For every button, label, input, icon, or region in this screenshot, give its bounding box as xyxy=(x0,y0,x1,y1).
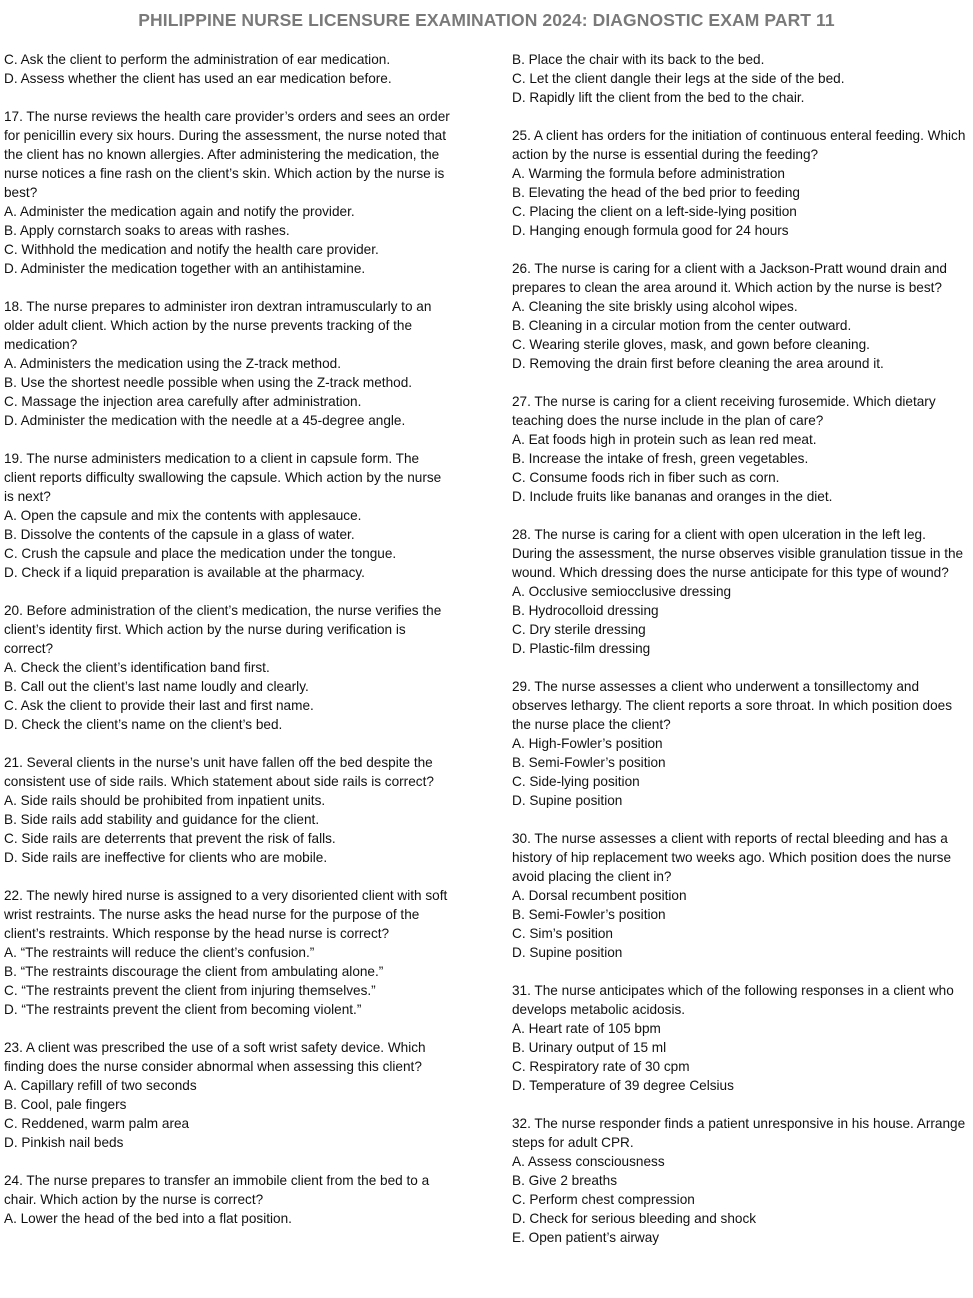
question-21 xyxy=(4,753,454,867)
option: E. Open patient’s airway xyxy=(512,1230,660,1245)
option: D. Hanging enough formula good for 24 hours xyxy=(512,223,789,238)
option: D. Plastic-film dressing xyxy=(512,641,651,656)
option: D. Rapidly lift the client from the bed to the chair. xyxy=(512,90,805,105)
option: B. Cool, pale fingers xyxy=(4,1097,127,1112)
option: A. Administers the medication using the Z-track method. xyxy=(4,356,341,371)
continued-options xyxy=(512,50,967,107)
option: D. Administer the medication with the needle at a 45-degree angle. xyxy=(4,413,406,428)
option: C. Side-lying position xyxy=(512,774,640,789)
question-stem: 29. The nurse assesses a client who underwent a tonsillectomy and observes lethargy. The client reports a sore throat. In which position does the nurse place the client? xyxy=(512,679,953,732)
option: B. Elevating the head of the bed prior to feeding xyxy=(512,185,800,200)
option: A. Cleaning the site briskly using alcohol wipes. xyxy=(512,299,798,314)
question-18 xyxy=(4,297,454,430)
option: B. Side rails add stability and guidance for the client. xyxy=(4,812,320,827)
question-stem: 20. Before administration of the client’s medication, the nurse verifies the client’s identity first. Which action by the nurse during verification is correct? xyxy=(4,603,442,656)
option: C. Ask the client to perform the administration of ear medication. xyxy=(4,52,391,67)
option: D. Supine position xyxy=(512,945,623,960)
option: C. Consume foods rich in fiber such as corn. xyxy=(512,470,780,485)
option: B. Urinary output of 15 ml xyxy=(512,1040,667,1055)
question-stem: 26. The nurse is caring for a client with a Jackson-Pratt wound drain and prepares to clean the area around it. Which action by the nurse is best? xyxy=(512,261,947,295)
option: C. Respiratory rate of 30 cpm xyxy=(512,1059,690,1074)
option: B. Dissolve the contents of the capsule in a glass of water. xyxy=(4,527,355,542)
option: A. Lower the head of the bed into a flat position. xyxy=(4,1211,292,1226)
option: B. Use the shortest needle possible when using the Z-track method. xyxy=(4,375,413,390)
left-column xyxy=(4,50,454,1247)
question-32 xyxy=(512,1114,967,1247)
option: B. Call out the client’s last name loudly and clearly. xyxy=(4,679,309,694)
question-stem: 22. The newly hired nurse is assigned to a very disoriented client with soft wrist restraints. The nurse asks the head nurse for the purpose of the client’s restraints. Which response by the head nurse is correct? xyxy=(4,888,448,941)
option: B. Semi-Fowler’s position xyxy=(512,755,666,770)
question-stem: 28. The nurse is caring for a client with open ulceration in the left leg. During the assessment, the nurse observes visible granulation tissue in the wound. Which dressing does the nurse anticipate for this type of wound? xyxy=(512,527,964,580)
option: D. Check for serious bleeding and shock xyxy=(512,1211,757,1226)
question-28 xyxy=(512,525,967,658)
question-23 xyxy=(4,1038,454,1152)
option: A. Occlusive semiocclusive dressing xyxy=(512,584,732,599)
option: B. Cleaning in a circular motion from the center outward. xyxy=(512,318,852,333)
option: A. Capillary refill of two seconds xyxy=(4,1078,197,1093)
option: D. Temperature of 39 degree Celsius xyxy=(512,1078,734,1093)
question-26 xyxy=(512,259,967,373)
option: C. Withhold the medication and notify the health care provider. xyxy=(4,242,379,257)
question-27 xyxy=(512,392,967,506)
continued-options xyxy=(4,50,454,88)
question-stem: 18. The nurse prepares to administer iron dextran intramuscularly to an older adult client. Which action by the nurse prevents tracking of the medication? xyxy=(4,299,432,352)
option: C. Sim’s position xyxy=(512,926,613,941)
question-stem: 31. The nurse anticipates which of the following responses in a client who develops metabolic acidosis. xyxy=(512,983,954,1017)
option: A. Assess consciousness xyxy=(512,1154,665,1169)
option: A. “The restraints will reduce the client’s confusion.” xyxy=(4,945,315,960)
option: C. Massage the injection area carefully after administration. xyxy=(4,394,362,409)
option: A. Heart rate of 105 bpm xyxy=(512,1021,661,1036)
question-stem: 24. The nurse prepares to transfer an immobile client from the bed to a chair. Which action by the nurse is correct? xyxy=(4,1173,430,1207)
question-24 xyxy=(4,1171,454,1228)
option: C. Dry sterile dressing xyxy=(512,622,646,637)
option: B. Semi-Fowler’s position xyxy=(512,907,666,922)
option: D. Check if a liquid preparation is available at the pharmacy. xyxy=(4,565,365,580)
option: A. Warming the formula before administration xyxy=(512,166,785,181)
question-stem: 27. The nurse is caring for a client receiving furosemide. Which dietary teaching does the nurse include in the plan of care? xyxy=(512,394,936,428)
option: D. Include fruits like bananas and oranges in the diet. xyxy=(512,489,833,504)
question-stem: 21. Several clients in the nurse’s unit have fallen off the bed despite the consistent use of side rails. Which statement about side rails is correct? xyxy=(4,755,434,789)
question-stem: 25. A client has orders for the initiation of continuous enteral feeding. Which action by the nurse is essential during the feeding? xyxy=(512,128,966,162)
question-22 xyxy=(4,886,454,1019)
option: D. Removing the drain first before cleaning the area around it. xyxy=(512,356,884,371)
option: B. Apply cornstarch soaks to areas with rashes. xyxy=(4,223,290,238)
option: D. Check the client’s name on the client’s bed. xyxy=(4,717,283,732)
question-stem: 30. The nurse assesses a client with reports of rectal bleeding and has a history of hip replacement two weeks ago. Which position does the nurse avoid placing the client in? xyxy=(512,831,952,884)
option: A. Administer the medication again and notify the provider. xyxy=(4,204,355,219)
option: D. Assess whether the client has used an ear medication before. xyxy=(4,71,392,86)
question-stem: 23. A client was prescribed the use of a soft wrist safety device. Which finding does the nurse consider abnormal when assessing this client? xyxy=(4,1040,426,1074)
option: C. “The restraints prevent the client from injuring themselves.” xyxy=(4,983,376,998)
option: C. Placing the client on a left-side-lying position xyxy=(512,204,797,219)
option: C. Let the client dangle their legs at the side of the bed. xyxy=(512,71,845,86)
option: C. Ask the client to provide their last and first name. xyxy=(4,698,314,713)
page-title: PHILIPPINE NURSE LICENSURE EXAMINATION 2024: DIAGNOSTIC EXAM PART 11 xyxy=(138,10,835,30)
option: B. “The restraints discourage the client from ambulating alone.” xyxy=(4,964,384,979)
option: D. Administer the medication together with an antihistamine. xyxy=(4,261,366,276)
option: A. High-Fowler’s position xyxy=(512,736,663,751)
option: C. Crush the capsule and place the medication under the tongue. xyxy=(4,546,397,561)
option: A. Dorsal recumbent position xyxy=(512,888,687,903)
question-29 xyxy=(512,677,967,810)
option: A. Eat foods high in protein such as lean red meat. xyxy=(512,432,817,447)
option: A. Open the capsule and mix the contents with applesauce. xyxy=(4,508,362,523)
question-25 xyxy=(512,126,967,240)
option: C. Side rails are deterrents that prevent the risk of falls. xyxy=(4,831,336,846)
option: B. Hydrocolloid dressing xyxy=(512,603,659,618)
option: D. Side rails are ineffective for clients who are mobile. xyxy=(4,850,328,865)
option: B. Increase the intake of fresh, green vegetables. xyxy=(512,451,809,466)
option: A. Check the client’s identification band first. xyxy=(4,660,270,675)
option: D. Supine position xyxy=(512,793,623,808)
question-stem: 19. The nurse administers medication to a client in capsule form. The client reports difficulty swallowing the capsule. Which action by the nurse is next? xyxy=(4,451,442,504)
question-stem: 17. The nurse reviews the health care provider’s orders and sees an order for penicillin every six hours. During the assessment, the nurse noted that the client has no known allergies. After administering the medication, the nurse notices a fine rash on the client’s skin. Which action by the nurse is best? xyxy=(4,109,450,200)
question-30 xyxy=(512,829,967,962)
option: B. Place the chair with its back to the bed. xyxy=(512,52,765,67)
question-20 xyxy=(4,601,454,734)
option: A. Side rails should be prohibited from inpatient units. xyxy=(4,793,326,808)
option: C. Perform chest compression xyxy=(512,1192,695,1207)
option: D. “The restraints prevent the client from becoming violent.” xyxy=(4,1002,362,1017)
question-19 xyxy=(4,449,454,582)
option: B. Give 2 breaths xyxy=(512,1173,618,1188)
option: C. Reddened, warm palm area xyxy=(4,1116,190,1131)
question-31 xyxy=(512,981,967,1095)
option: D. Pinkish nail beds xyxy=(4,1135,124,1150)
question-stem: 32. The nurse responder finds a patient unresponsive in his house. Arrange steps for adult CPR. xyxy=(512,1116,966,1150)
option: C. Wearing sterile gloves, mask, and gown before cleaning. xyxy=(512,337,870,352)
question-17 xyxy=(4,107,454,278)
right-column xyxy=(512,50,967,1266)
